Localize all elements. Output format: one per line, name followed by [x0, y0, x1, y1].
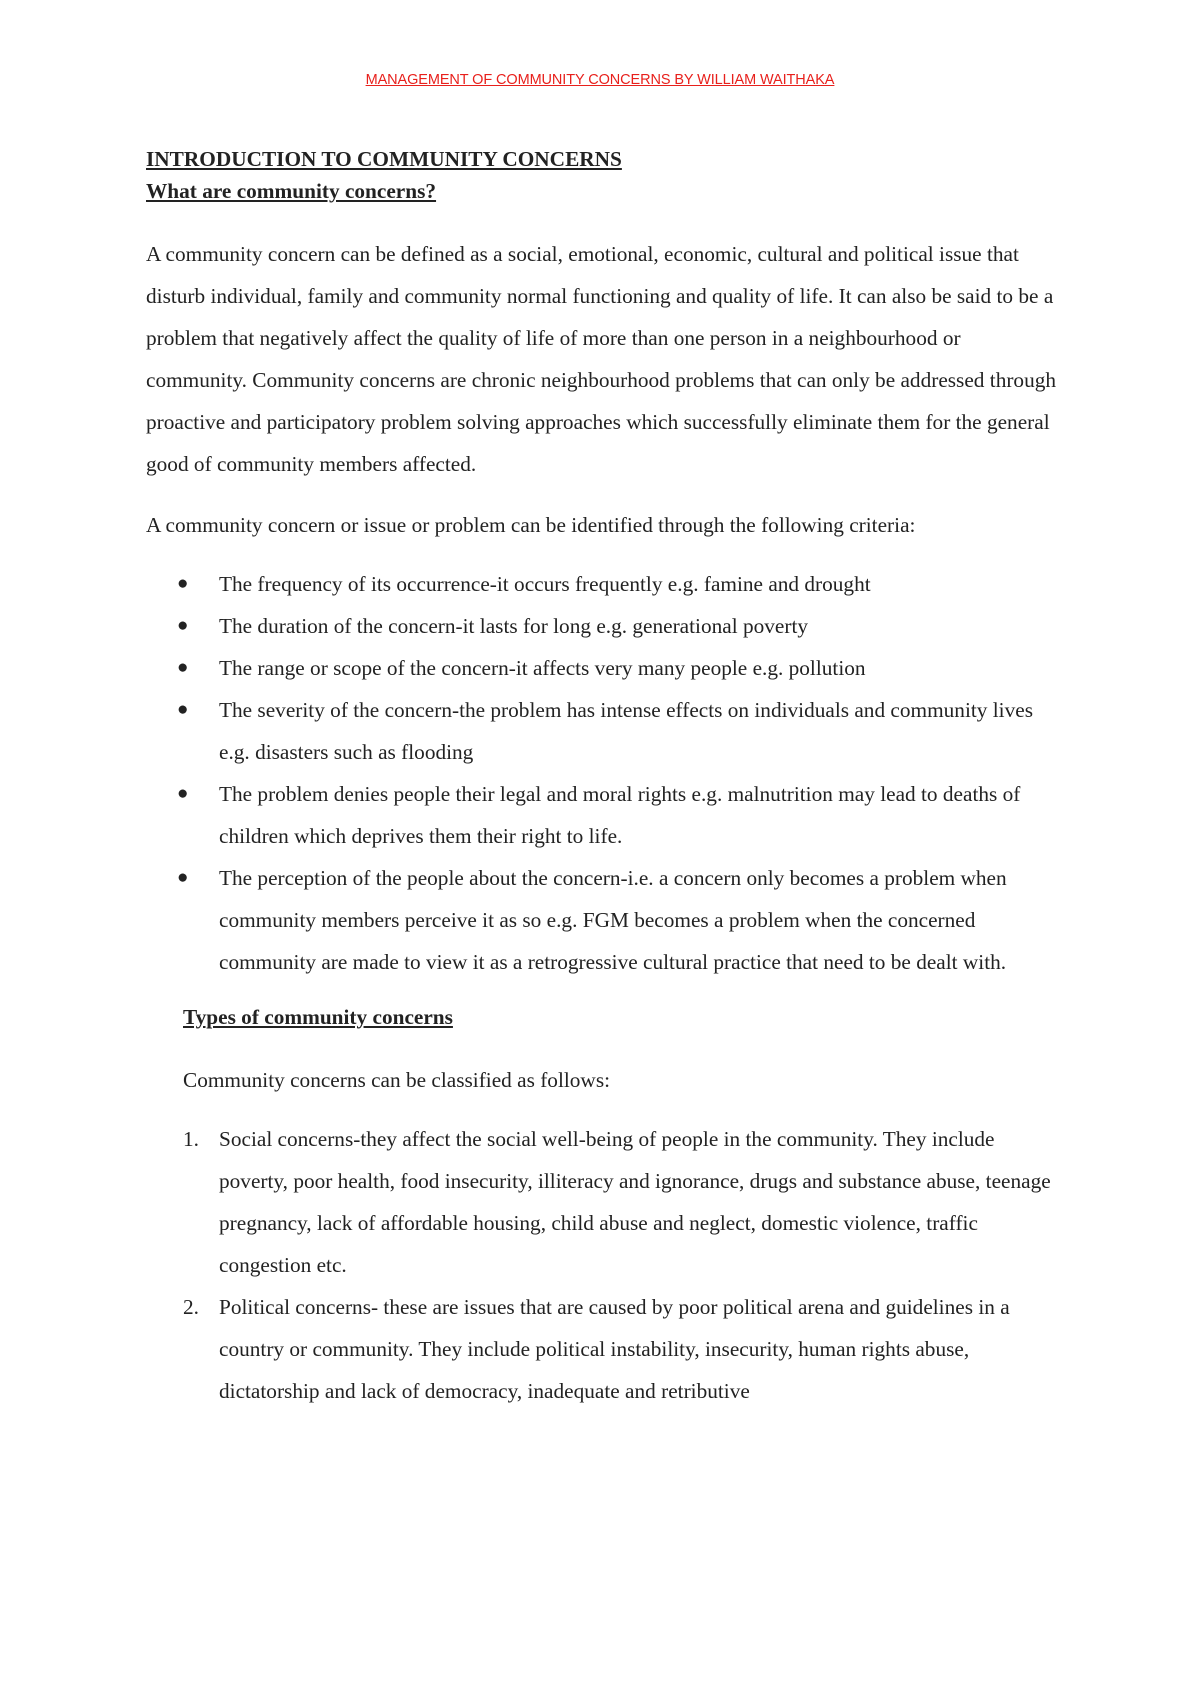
types-item-text: Social concerns-they affect the social well-being of people in the community. They include poverty, poor health, food insecurity, illiteracy and ignorance, drugs and substance abuse, teenage pregnancy, lack of affordable housing, child abuse and neglect, domestic violence, traffic congestion etc.: [219, 1127, 1051, 1277]
bullet-icon: ●: [177, 657, 189, 678]
criteria-item: [177, 773, 1066, 857]
criteria-item-text: The duration of the concern-it lasts for long e.g. generational poverty: [219, 614, 809, 638]
criteria-item-text: The frequency of its occurrence-it occurs frequently e.g. famine and drought: [219, 572, 871, 596]
running-header: MANAGEMENT OF COMMUNITY CONCERNS BY WILLIAM WAITHAKA: [365, 72, 835, 88]
bullet-icon: ●: [177, 573, 189, 594]
section-title: INTRODUCTION TO COMMUNITY CONCERNS: [146, 147, 622, 171]
criteria-item-text: The severity of the concern-the problem has intense effects on individuals and community lives e.g. disasters such as flooding: [219, 698, 1033, 764]
bullet-icon: ●: [177, 867, 189, 888]
criteria-item: [177, 689, 1066, 773]
types-section: [183, 1001, 1066, 1412]
types-intro-paragraph: Community concerns can be classified as follows:: [183, 1068, 611, 1092]
list-number: 2.: [183, 1295, 199, 1319]
bullet-icon: ●: [177, 783, 189, 804]
definition-paragraph: A community concern can be defined as a social, emotional, economic, cultural and political issue that disturb individual, family and community normal functioning and quality of life. It can also be said to be a problem that negatively affect the quality of life of more than one person in a neighbourhood or community. Community concerns are chronic neighbourhood problems that can only be addressed through proactive and participatory problem solving approaches which successfully eliminate them for the general good of community members affected.: [146, 242, 1057, 476]
subsection-heading: What are community concerns?: [146, 179, 437, 203]
types-item: [183, 1118, 1066, 1286]
criteria-item: [177, 647, 1066, 689]
criteria-item: [177, 605, 1066, 647]
types-list: [183, 1118, 1066, 1412]
criteria-intro-paragraph: A community concern or issue or problem can be identified through the following criteria:: [146, 513, 916, 537]
types-heading: Types of community concerns: [183, 1005, 453, 1029]
criteria-item-text: The perception of the people about the concern-i.e. a concern only becomes a problem when community members perceive it as so e.g. FGM becomes a problem when the concerned community are made to view it as a retrogressive cultural practice that need to be dealt with.: [219, 866, 1007, 974]
document-body: [146, 143, 1066, 1412]
criteria-item: [177, 563, 1066, 605]
types-item: [183, 1286, 1066, 1412]
criteria-item-text: The range or scope of the concern-it affects very many people e.g. pollution: [219, 656, 866, 680]
bullet-icon: ●: [177, 699, 189, 720]
criteria-item-text: The problem denies people their legal and moral rights e.g. malnutrition may lead to deaths of children which deprives them their right to life.: [219, 782, 1021, 848]
criteria-list: [146, 563, 1066, 983]
criteria-item: [177, 857, 1066, 983]
bullet-icon: ●: [177, 615, 189, 636]
list-number: 1.: [183, 1127, 199, 1151]
types-item-text: Political concerns- these are issues that are caused by poor political arena and guidelines in a country or community. They include political instability, insecurity, human rights abuse, dictatorship and lack of democracy, inadequate and retributive: [219, 1295, 1010, 1403]
